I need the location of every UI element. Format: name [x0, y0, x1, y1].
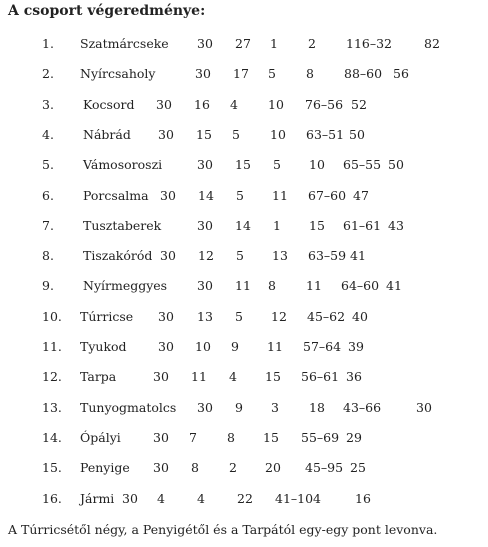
- points-cell: 39: [348, 339, 364, 354]
- played-cell: 30: [160, 187, 176, 203]
- played-cell: 30: [153, 460, 169, 476]
- won-cell: 27: [235, 36, 251, 51]
- played-cell: 30: [160, 248, 176, 264]
- team-cell: Porcsalma: [83, 187, 149, 203]
- team-cell: Tunyogmatolcs: [80, 399, 177, 415]
- points-cell: 56: [393, 66, 409, 82]
- goals-cell: 55–69: [301, 429, 340, 445]
- drawn-cell: 5: [236, 248, 244, 264]
- lost-cell: 2: [308, 36, 316, 51]
- played-cell: 30: [153, 369, 169, 385]
- goals-cell: 88–60: [344, 66, 383, 82]
- goals-cell: 61–61: [343, 217, 382, 233]
- rank-cell: 12.: [42, 369, 62, 385]
- goals-cell: 41–104: [275, 490, 322, 506]
- lost-cell: 10: [270, 126, 286, 142]
- team-cell: Jármi: [80, 490, 115, 506]
- played-cell: 30: [197, 157, 213, 173]
- team-cell: Kocsord: [83, 96, 135, 112]
- team-cell: Vámosoroszi: [83, 157, 163, 173]
- won-cell: 7: [189, 429, 197, 445]
- goals-cell: 67–60: [308, 187, 347, 203]
- played-cell: 30: [197, 217, 213, 233]
- played-cell: 30: [195, 66, 211, 82]
- drawn-cell: 9: [231, 339, 239, 354]
- goals-cell: 45–62: [307, 308, 346, 324]
- drawn-cell: 1: [270, 36, 278, 51]
- drawn-cell: 3: [271, 399, 279, 415]
- won-cell: 9: [235, 399, 243, 415]
- footnote: A Túrricsétől négy, a Penyigétől és a Tarpától egy-egy pont levonva.: [8, 522, 438, 537]
- drawn-cell: 8: [268, 278, 276, 294]
- played-cell: 30: [122, 490, 138, 506]
- lost-cell: 8: [306, 66, 314, 82]
- lost-cell: 10: [268, 96, 284, 112]
- rank-cell: 14.: [42, 429, 62, 445]
- goals-cell: 45–95: [305, 460, 344, 476]
- won-cell: 14: [235, 217, 251, 233]
- played-cell: 30: [153, 429, 169, 445]
- team-cell: Túrricse: [80, 308, 134, 324]
- lost-cell: 11: [267, 339, 283, 354]
- played-cell: 30: [158, 339, 174, 354]
- team-cell: Ópályi: [80, 429, 121, 445]
- played-cell: 30: [156, 96, 172, 112]
- lost-cell: 12: [271, 308, 287, 324]
- rank-cell: 16.: [42, 490, 62, 506]
- played-cell: 30: [197, 36, 213, 51]
- rank-cell: 15.: [42, 460, 62, 476]
- team-cell: Tarpa: [80, 369, 117, 385]
- drawn-cell: 1: [273, 217, 281, 233]
- rank-cell: 11.: [42, 339, 62, 354]
- won-cell: 14: [198, 187, 214, 203]
- goals-cell: 56–61: [301, 369, 340, 385]
- rank-cell: 1.: [42, 36, 54, 51]
- won-cell: 8: [191, 460, 199, 476]
- rank-cell: 9.: [42, 278, 54, 294]
- won-cell: 15: [196, 126, 212, 142]
- points-cell: 43: [388, 217, 404, 233]
- rank-cell: 4.: [42, 126, 54, 142]
- goals-cell: 76–56: [305, 96, 344, 112]
- points-cell: 50: [388, 157, 404, 173]
- rank-cell: 13.: [42, 399, 62, 415]
- lost-cell: 15: [263, 429, 279, 445]
- team-cell: Penyige: [80, 460, 130, 476]
- points-cell: 82: [424, 36, 440, 51]
- won-cell: 16: [194, 96, 210, 112]
- points-cell: 40: [352, 308, 368, 324]
- lost-cell: 15: [309, 217, 325, 233]
- lost-cell: 20: [265, 460, 281, 476]
- drawn-cell: 5: [236, 187, 244, 203]
- rank-cell: 6.: [42, 187, 54, 203]
- goals-cell: 64–60: [341, 278, 380, 294]
- team-cell: Szatmárcseke: [80, 36, 169, 51]
- drawn-cell: 5: [273, 157, 281, 173]
- lost-cell: 11: [306, 278, 322, 294]
- rank-cell: 3.: [42, 96, 54, 112]
- won-cell: 10: [195, 339, 211, 354]
- goals-cell: 116–32: [346, 36, 393, 51]
- points-cell: 41: [350, 248, 366, 264]
- drawn-cell: 4: [229, 369, 237, 385]
- team-cell: Tiszakóród: [83, 248, 153, 264]
- drawn-cell: 8: [227, 429, 235, 445]
- drawn-cell: 4: [197, 490, 205, 506]
- won-cell: 15: [235, 157, 251, 173]
- drawn-cell: 5: [268, 66, 276, 82]
- rank-cell: 10.: [42, 308, 62, 324]
- lost-cell: 10: [309, 157, 325, 173]
- team-cell: Nyírcsaholy: [80, 66, 156, 82]
- points-cell: 16: [355, 490, 371, 506]
- goals-cell: 43–66: [343, 399, 382, 415]
- points-cell: 29: [346, 429, 362, 445]
- lost-cell: 18: [309, 399, 325, 415]
- points-cell: 41: [386, 278, 402, 294]
- rank-cell: 7.: [42, 217, 54, 233]
- drawn-cell: 5: [235, 308, 243, 324]
- team-cell: Tyukod: [80, 339, 127, 354]
- page-title: A csoport végeredménye:: [8, 3, 206, 19]
- won-cell: 11: [235, 278, 251, 294]
- points-cell: 25: [350, 460, 366, 476]
- goals-cell: 57–64: [303, 339, 342, 354]
- won-cell: 13: [197, 308, 213, 324]
- lost-cell: 22: [237, 490, 253, 506]
- won-cell: 11: [191, 369, 207, 385]
- won-cell: 12: [198, 248, 214, 264]
- points-cell: 47: [353, 187, 369, 203]
- played-cell: 30: [197, 399, 213, 415]
- lost-cell: 11: [272, 187, 288, 203]
- team-cell: Tusztaberek: [83, 217, 162, 233]
- lost-cell: 15: [265, 369, 281, 385]
- won-cell: 4: [157, 490, 165, 506]
- lost-cell: 13: [272, 248, 288, 264]
- drawn-cell: 2: [229, 460, 237, 476]
- team-cell: Nyírmeggyes: [83, 278, 168, 294]
- points-cell: 36: [346, 369, 362, 385]
- points-cell: 52: [351, 96, 367, 112]
- rank-cell: 5.: [42, 157, 54, 173]
- played-cell: 30: [197, 278, 213, 294]
- played-cell: 30: [158, 126, 174, 142]
- won-cell: 17: [233, 66, 249, 82]
- goals-cell: 63–51: [306, 126, 345, 142]
- drawn-cell: 4: [230, 96, 238, 112]
- points-cell: 30: [416, 399, 432, 415]
- played-cell: 30: [158, 308, 174, 324]
- rank-cell: 8.: [42, 248, 54, 264]
- goals-cell: 63–59: [308, 248, 347, 264]
- team-cell: Nábrád: [83, 126, 131, 142]
- goals-cell: 65–55: [343, 157, 382, 173]
- drawn-cell: 5: [232, 126, 240, 142]
- points-cell: 50: [349, 126, 365, 142]
- rank-cell: 2.: [42, 66, 54, 82]
